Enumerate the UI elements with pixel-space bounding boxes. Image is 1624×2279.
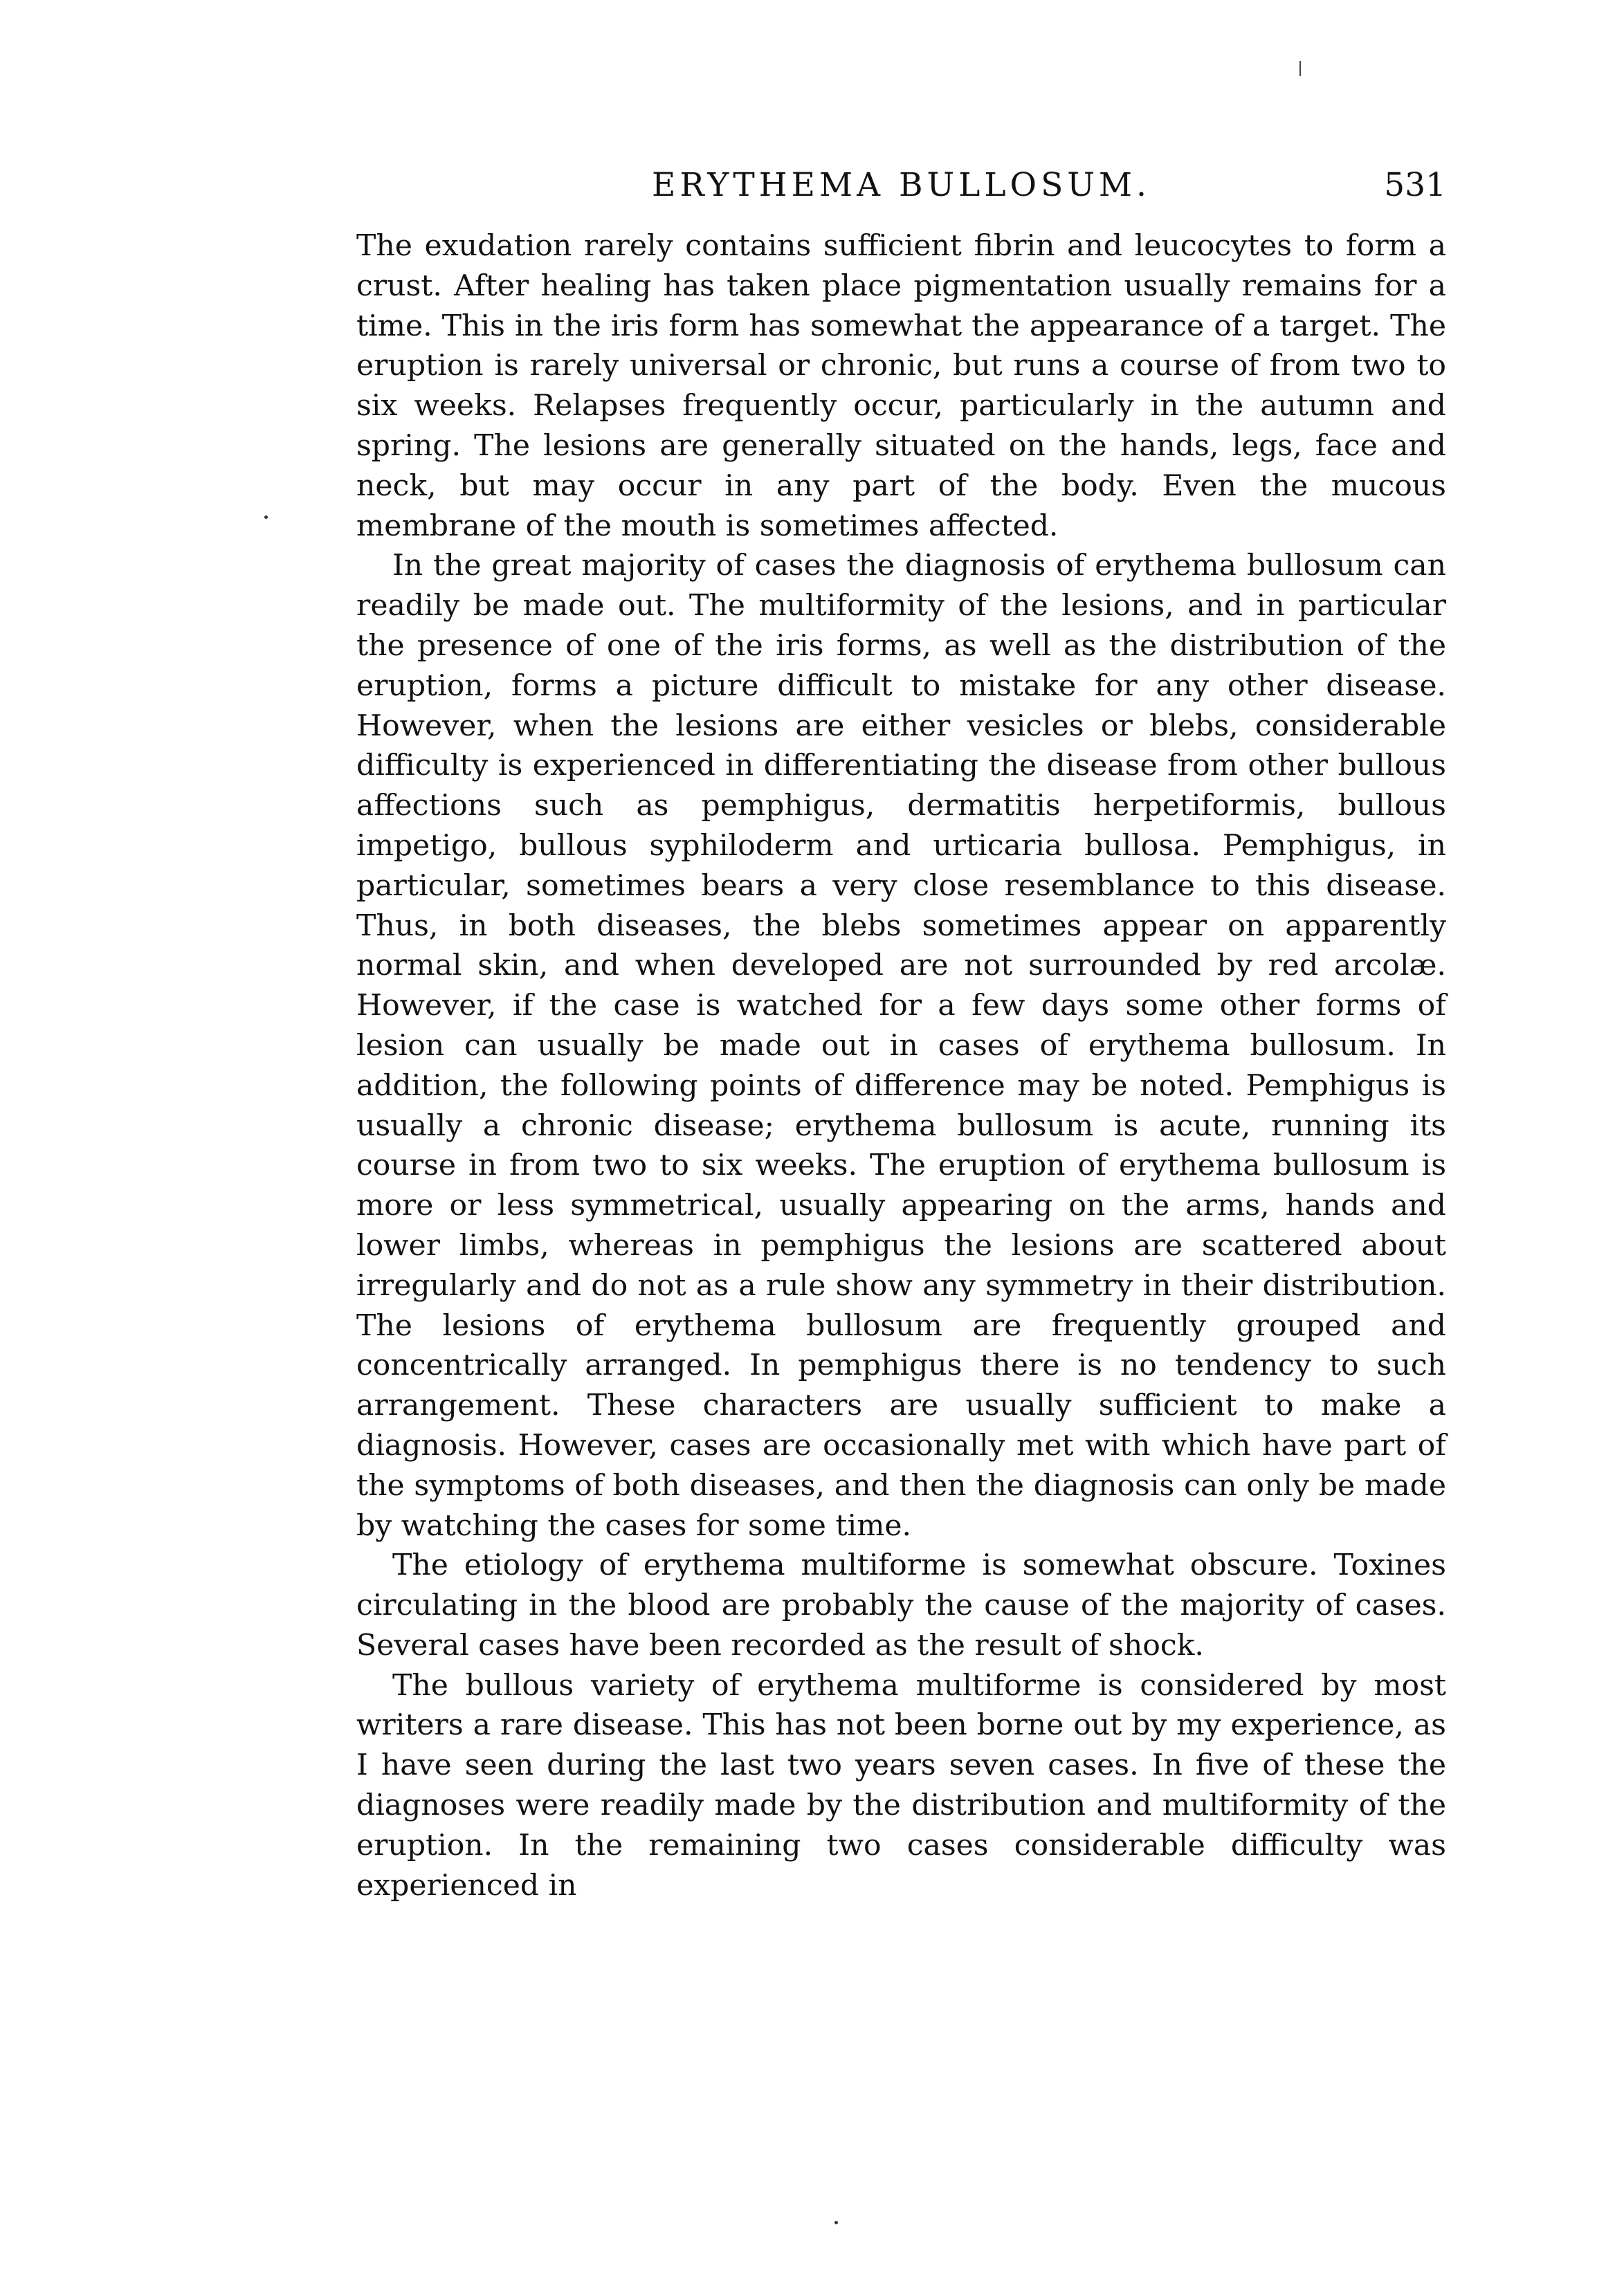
paragraph: The bullous variety of erythema multiforme is considered by most writers a rare disease. This has not been borne out by my experience, as I have seen during the last two years seven cases. In five of these the diagnoses were readily made by the distribution and multiformity of the eruption. In the remaining two cases considerable difficulty was experienced in: [356, 1668, 1446, 1903]
page-header: [356, 165, 1446, 206]
page-number: 531: [1384, 166, 1446, 204]
paragraph: The etiology of erythema multiforme is somewhat obscure. Toxines circulating in the blood are probably the cause of the majority of cases. Several cases have been recorded as the result of shock.: [356, 1548, 1446, 1663]
running-title: ERYTHEMA BULLOSUM.: [652, 166, 1151, 204]
paragraph: The exudation rarely contains sufficient fibrin and leucocytes to form a crust. After healing has taken place pigmentation usually remains for a time. This in the iris form has somewhat the appearance of a target. The eruption is rarely universal or chronic, but runs a course of from two to six weeks. Relapses frequently occur, particularly in the autumn and spring. The lesions are generally situated on the hands, legs, face and neck, but may occur in any part of the body. Even the mucous membrane of the mouth is sometimes affected.: [356, 229, 1446, 543]
scan-speck: [834, 2221, 838, 2224]
body-text: [356, 226, 1446, 1905]
scan-speck: [1299, 61, 1301, 76]
paragraph: In the great majority of cases the diagnosis of erythema bullosum can readily be made out. The multiformity of the lesions, and in particular the presence of one of the iris forms, as well as the distribution of the eruption, forms a picture difficult to mistake for any other disease. However, when the lesions are either vesicles or blebs, considerable difficulty is experienced in differentiating the disease from other bullous affections such as pemphigus, dermatitis herpetiformis, bullous impetigo, bullous syphiloderm and urticaria bullosa. Pemphigus, in particular, sometimes bears a very close resemblance to this disease. Thus, in both diseases, the blebs sometimes appear on apparently normal skin, and when developed are not surrounded by red arcolæ. However, if the case is watched for a few days some other forms of lesion can usually be made out in cases of erythema bullosum. In addition, the following points of difference may be noted. Pemphigus is usually a chronic disease; erythema bullosum is acute, running its course in from two to six weeks. The eruption of erythema bullosum is more or less symmetrical, usually appearing on the arms, hands and lower limbs, whereas in pemphigus the lesions are scattered about irregularly and do not as a rule show any symmetry in their distribution. The lesions of erythema bullosum are frequently grouped and concentrically arranged. In pemphigus there is no tendency to such arrangement. These characters are usually sufficient to make a diagnosis. However, cases are occasionally met with which have part of the symptoms of both diseases, and then the diagnosis can only be made by watching the cases for some time.: [356, 549, 1446, 1543]
scan-speck: [264, 515, 268, 519]
